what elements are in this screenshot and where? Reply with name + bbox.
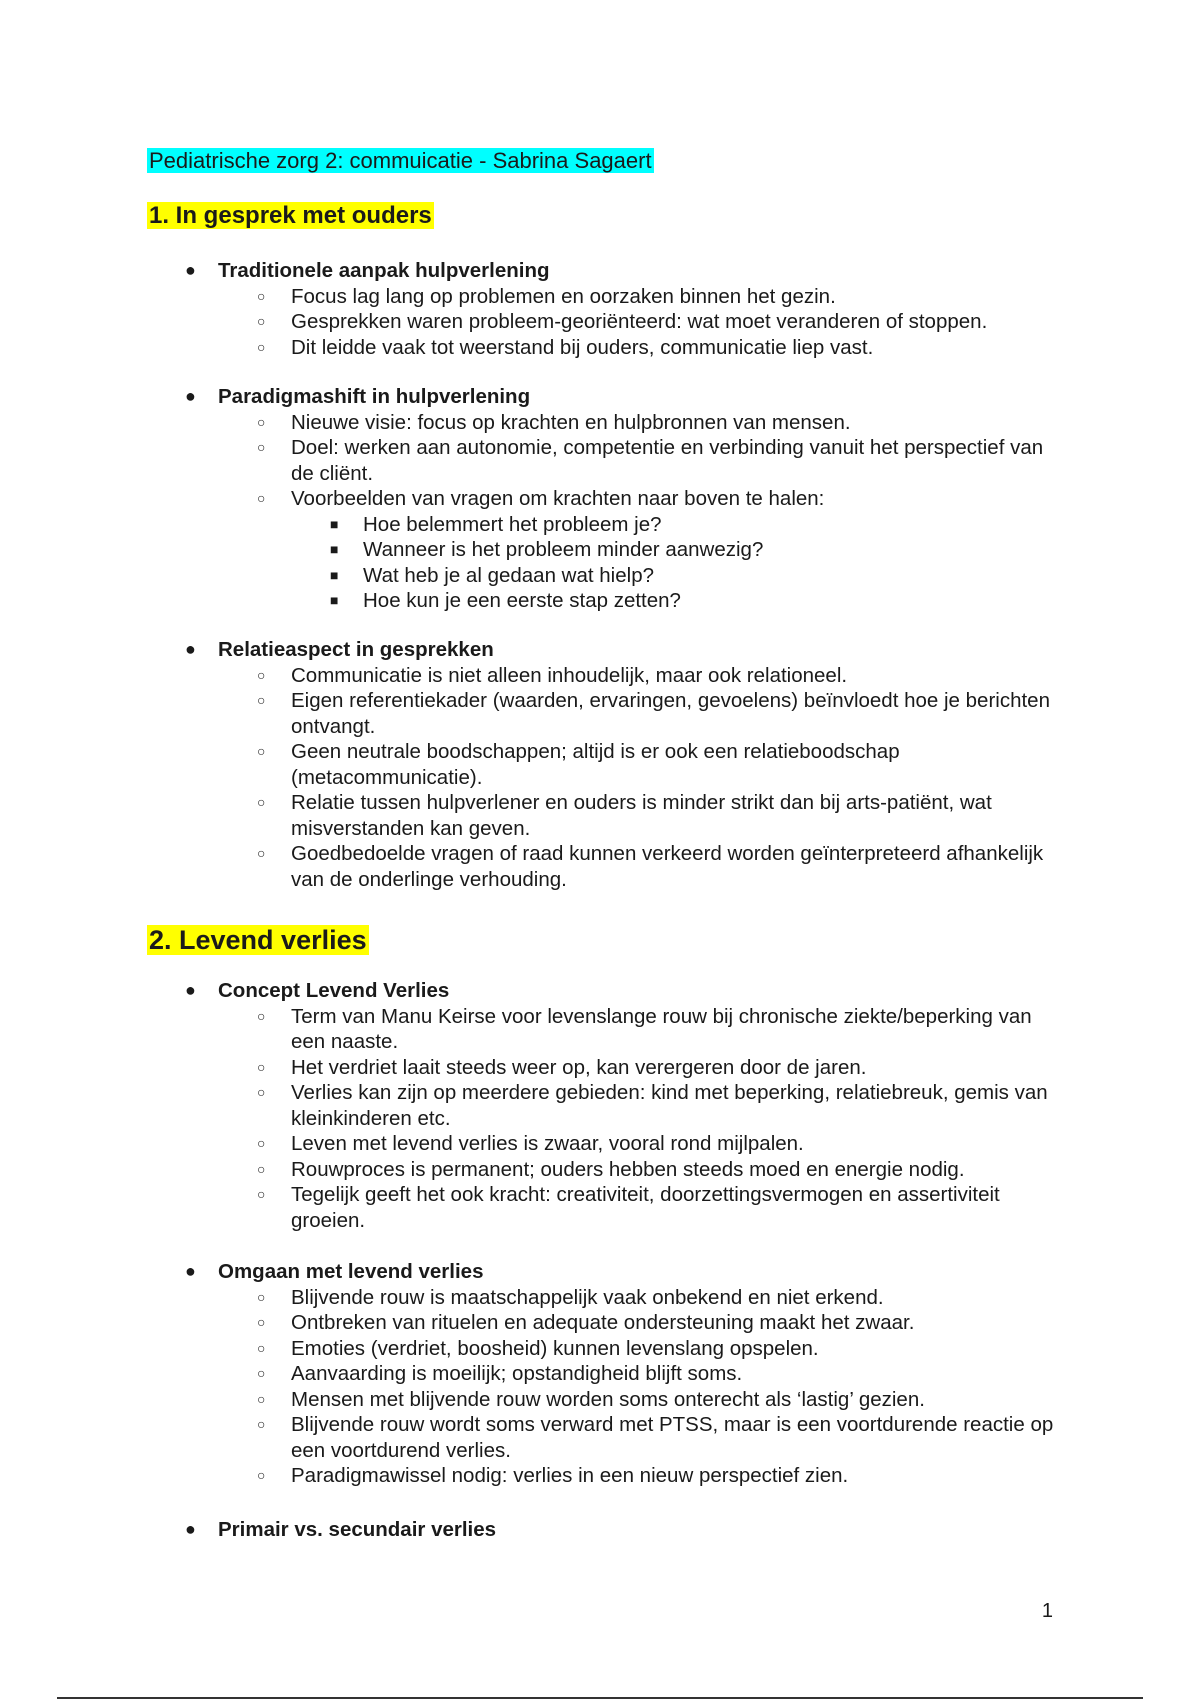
sub-list-item [0,563,1200,589]
list-item [0,435,1200,486]
bullet-circle-icon: ○ [257,490,266,506]
list-item [0,1004,1200,1055]
list-item-text: Tegelijk geeft het ook kracht: creativiteit, doorzettingsvermogen en assertiviteit groeien. [291,1183,1000,1232]
bullet-disc-icon: ● [185,980,196,1000]
bullet-group-item [0,1517,1200,1543]
bullet-group-label: Paradigmashift in hulpverlening [218,385,531,408]
bullet-circle-icon: ○ [257,1160,266,1177]
list-item [0,309,1200,335]
document-title [147,146,654,176]
section-1-content [0,258,1200,360]
bullet-circle-icon: ○ [257,1314,266,1330]
bullet-circle-icon: ○ [257,287,266,304]
bullet-circle-icon: ○ [257,1288,266,1305]
bullet-group [0,258,1200,360]
list-item [0,410,1200,436]
list-item [0,1131,1200,1157]
sub-list-item-text: Hoe belemmert het probleem je? [363,512,662,536]
list-item-text: Blijvende rouw is maatschappelijk vaak onbekend en niet erkend. [291,1285,884,1309]
list-item [0,663,1200,689]
list-item [0,1157,1200,1183]
bullet-square-icon: ■ [330,592,339,608]
list-item-text: Communicatie is niet alleen inhoudelijk, maar ook relationeel. [291,663,848,687]
bullet-circle-icon: ○ [257,1390,266,1407]
list-item-text: Verlies kan zijn op meerdere gebieden: kind met beperking, relatiebreuk, gemis van kleinkinderen etc. [291,1081,1048,1130]
section-1-content [0,637,1200,892]
list-item [0,1387,1200,1413]
list-item-text: Goedbedoelde vragen of raad kunnen verkeerd worden geïnterpreteerd afhankelijk van de onderlinge verhouding. [291,842,1044,891]
list-item-text: Focus lag lang op problemen en oorzaken binnen het gezin. [291,284,836,308]
list-item [0,688,1200,739]
list-item-text: Het verdriet laait steeds weer op, kan verergeren door de jaren. [291,1055,867,1079]
section-heading [147,199,434,233]
bullet-group-label: Relatieaspect in gesprekken [218,638,494,661]
bullet-circle-icon: ○ [257,1365,266,1381]
bullet-square-icon: ■ [330,541,339,557]
bullet-group-item [0,258,1200,284]
bullet-circle-icon: ○ [257,666,266,683]
bullet-circle-icon: ○ [257,692,266,708]
footer-divider [57,1697,1143,1699]
bullet-group-item [0,978,1200,1004]
list-item-text: Dit leidde vaak tot weerstand bij ouders, communicatie liep vast. [291,335,874,359]
section-1-content [0,384,1200,614]
bullet-group-item [0,637,1200,663]
list-item [0,284,1200,310]
bullet-group [0,384,1200,614]
bullet-circle-icon: ○ [257,1007,266,1024]
list-item-text: Mensen met blijvende rouw worden soms onterecht als ‘lastig’ gezien. [291,1387,925,1411]
bullet-group [0,978,1200,1233]
bullet-circle-icon: ○ [257,413,266,430]
list-item-text: Aanvaarding is moeilijk; opstandigheid blijft soms. [291,1362,743,1385]
list-item-text: Rouwproces is permanent; ouders hebben steeds moed en energie nodig. [291,1157,965,1181]
list-item [0,335,1200,361]
bullet-circle-icon: ○ [257,338,266,355]
bullet-circle-icon: ○ [257,845,266,861]
sub-list-item [0,588,1200,614]
bullet-group-label: Primair vs. secundair verlies [218,1518,497,1541]
bullet-circle-icon: ○ [257,439,266,455]
list-item-text: Blijvende rouw wordt soms verward met PTSS, maar is een voortdurende reactie op een voortdurend verlies. [291,1413,1054,1462]
list-item [0,1336,1200,1362]
bullet-disc-icon: ● [185,1519,196,1539]
list-item [0,1080,1200,1131]
sub-list-item [0,512,1200,538]
sub-list-item-text: Wanneer is het probleem minder aanwezig? [363,538,764,561]
bullet-group [0,1517,1200,1543]
sub-list-item-text: Hoe kun je een eerste stap zetten? [363,589,681,612]
bullet-disc-icon: ● [185,386,196,406]
bullet-group [0,1259,1200,1489]
section-heading-text: 2. Levend verlies [149,925,367,955]
list-item-text: Emoties (verdriet, boosheid) kunnen levenslang opspelen. [291,1336,819,1360]
list-item [0,1182,1200,1233]
list-item [0,1055,1200,1081]
bullet-circle-icon: ○ [257,1416,266,1432]
list-item-text: Paradigmawissel nodig: verlies in een nieuw perspectief zien. [291,1464,849,1487]
bullet-circle-icon: ○ [257,1135,266,1151]
list-item-text: Ontbreken van rituelen en adequate ondersteuning maakt het zwaar. [291,1311,915,1334]
bullet-disc-icon: ● [185,639,196,659]
bullet-circle-icon: ○ [257,1186,266,1202]
bullet-circle-icon: ○ [257,313,266,329]
bullet-circle-icon: ○ [257,1084,266,1100]
list-item-text: Eigen referentiekader (waarden, ervaringen, gevoelens) beïnvloedt hoe je berichten ontvangt. [291,689,1050,738]
bullet-group-label: Omgaan met levend verlies [218,1260,484,1283]
bullet-disc-icon: ● [185,260,196,280]
bullet-square-icon: ■ [330,566,339,583]
bullet-square-icon: ■ [330,515,339,532]
section-2-content [0,978,1200,1233]
list-item-text: Relatie tussen hulpverlener en ouders is minder strikt dan bij arts-patiënt, wat misverstanden kan geven. [291,791,992,840]
section-2-content [0,1517,1200,1543]
list-item-text: Term van Manu Keirse voor levenslange rouw bij chronische ziekte/beperking van een naaste. [291,1004,1032,1053]
bullet-circle-icon: ○ [257,794,266,810]
bullet-circle-icon: ○ [257,743,266,759]
list-item-text: Nieuwe visie: focus op krachten en hulpbronnen van mensen. [291,410,851,434]
list-item-text: Voorbeelden van vragen om krachten naar boven te halen: [291,487,825,510]
bullet-disc-icon: ● [185,1261,196,1281]
bullet-group-label: Traditionele aanpak hulpverlening [218,259,550,282]
list-item-text: Leven met levend verlies is zwaar, vooral rond mijlpalen. [291,1132,804,1155]
list-item [0,841,1200,892]
list-item-text: Geen neutrale boodschappen; altijd is er ook een relatieboodschap (metacommunicatie). [291,740,900,789]
bullet-circle-icon: ○ [257,1058,266,1075]
sub-list-item-text: Wat heb je al gedaan wat hielp? [363,563,654,587]
page-number: 1 [1041,1600,1053,1622]
list-item [0,1361,1200,1387]
bullet-group-item [0,1259,1200,1285]
bullet-circle-icon: ○ [257,1467,266,1483]
list-item-text: Gesprekken waren probleem-georiënteerd: wat moet veranderen of stoppen. [291,310,988,333]
list-item-text: Doel: werken aan autonomie, competentie en verbinding vanuit het perspectief van de cliënt. [291,436,1044,485]
bullet-group [0,637,1200,892]
list-item [0,1310,1200,1336]
list-item [0,739,1200,790]
list-item [0,1463,1200,1489]
section-2-content [0,1259,1200,1489]
sub-list-item [0,537,1200,563]
list-item [0,790,1200,841]
list-item [0,1412,1200,1463]
document-title-text: Pediatrische zorg 2: commuicatie - Sabrina Sagaert [149,148,652,173]
bullet-group-label: Concept Levend Verlies [218,979,450,1002]
bullet-group-item [0,384,1200,410]
section-heading [147,921,369,959]
bullet-circle-icon: ○ [257,1339,266,1356]
list-item [0,486,1200,512]
list-item [0,1285,1200,1311]
section-heading-text: 1. In gesprek met ouders [149,202,432,229]
